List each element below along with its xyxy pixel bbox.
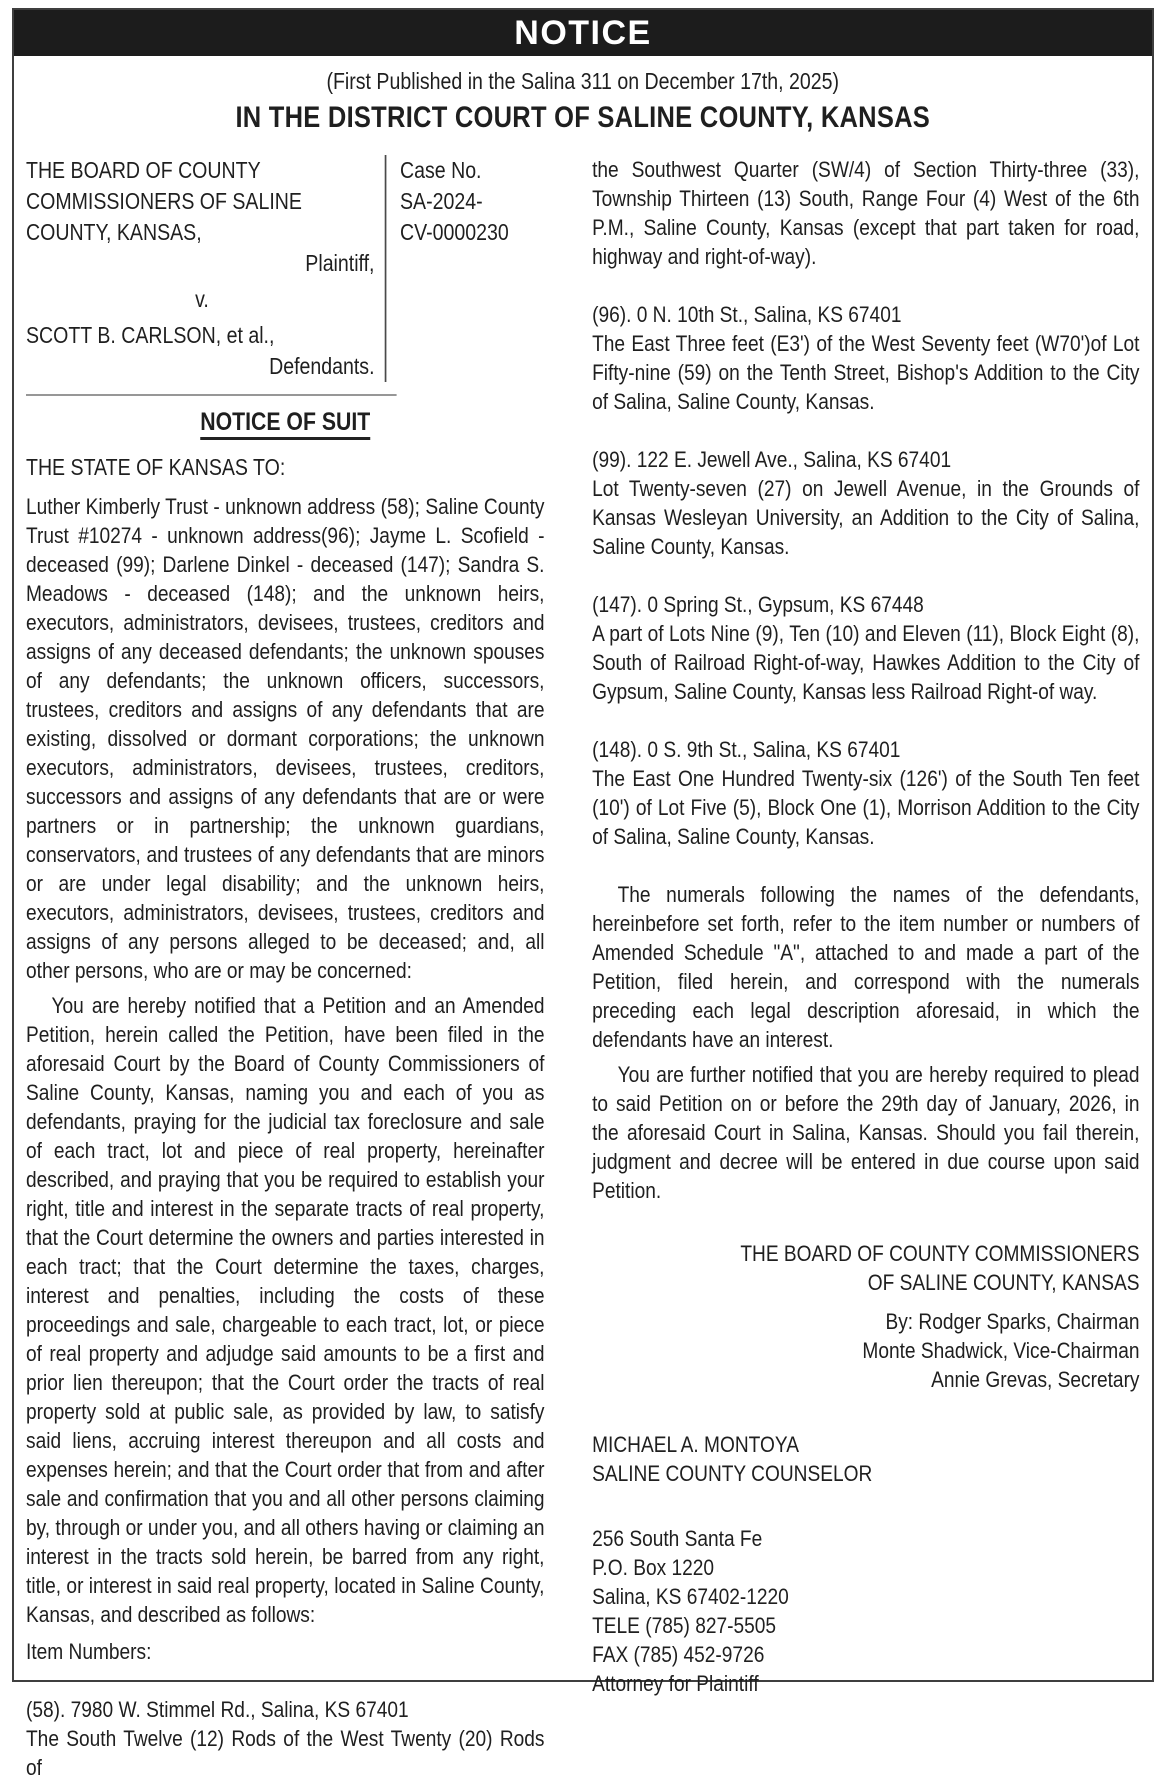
counsel-block <box>592 1430 1139 1488</box>
property-block-147 <box>592 590 1139 706</box>
case-number-line: Case No. <box>400 157 482 183</box>
item-numbers-label: Item Numbers: <box>26 1639 152 1664</box>
notice-document <box>12 8 1154 1780</box>
property-address: (148). 0 S. 9th St., Salina, KS 67401 <box>592 737 901 762</box>
by-line-secretary: Annie Grevas, Secretary <box>931 1367 1140 1392</box>
property-description: The East Three feet (E3') of the West Seventy feet (W70')of Lot Fifty-nine (59) on the Tenth Street, Bishop's Addition to the City of Salina, Saline County, Kansas. <box>592 331 1140 414</box>
property-block-99 <box>592 445 1139 561</box>
counsel-address-block <box>592 1524 1139 1698</box>
defendant-name: SCOTT B. CARLSON, et al., <box>26 322 275 348</box>
property-block-96 <box>592 300 1139 416</box>
court-title: IN THE DISTRICT COURT OF SALINE COUNTY, KANSAS <box>235 101 931 134</box>
item-58-continuation: the Southwest Quarter (SW/4) of Section Thirty-three (33), Township Thirteen (13) South, Range Four (4) West of the 6th P.M., Saline County, Kansas (except that part taken for road, highway and right-of-way). <box>592 157 1140 269</box>
published-line: (First Published in the Salina 311 on December 17th, 2025) <box>326 68 840 94</box>
property-address: (99). 122 E. Jewell Ave., Salina, KS 67401 <box>592 447 952 472</box>
property-description: The East One Hundred Twenty-six (126') of the South Ten feet (10') of Lot Five (5), Block One (1), Morrison Addition to the City of Salina, Saline County, Kansas. <box>592 766 1140 849</box>
recipients-paragraph: Luther Kimberly Trust - unknown address (58); Saline County Trust #10274 - unknown address(96); Jayme L. Scofield - deceased (99); Darlene Dinkel - deceased (147); Sandra S. Meadows - deceased (148); and the unknown heirs, executors, administrators, devisees, trustees, creditors and assigns of any deceased defendants; the unknown spouses of any defendants; the unknown officers, successors, trustees, creditors and assigns of any defendants that are existing, dissolved or dormant corporations; the unknown executors, administrators, devisees, trustees, creditors, successors and assigns of any defendants that are or were partners or in partnership; the unknown guardians, conservators, and trustees of any defendants that are minors or are under legal disability; and the unknown heirs, executors, administrators, devisees, trustees, creditors and assigns of any persons alleged to be deceased; and, all other persons, who are or may be concerned: <box>26 494 545 983</box>
versus: v. <box>195 286 209 312</box>
board-signature-line: THE BOARD OF COUNTY COMMISSIONERS <box>740 1241 1140 1266</box>
case-number <box>386 155 508 382</box>
case-caption <box>26 155 545 382</box>
two-column-layout <box>26 155 1140 1782</box>
numerals-paragraph: The numerals following the names of the defendants, hereinbefore set forth, refer to the item number or numbers of Amended Schedule "A", attached to and made a part of the Petition, filed herein, and correspond with the numerals preceding each legal description aforesaid, in which the defendants have an interest. <box>592 882 1140 1052</box>
board-signature-line: OF SALINE COUNTY, KANSAS <box>867 1270 1140 1295</box>
petition-paragraph: You are hereby notified that a Petition and an Amended Petition, herein called the Petition, have been filed in the aforesaid Court by the Board of County Commissioners of Saline County, Kansas, naming you and each of you as defendants, praying for the judicial tax foreclosure and sale of each tract, lot and piece of real property, hereinafter described, and praying that you be required to establish your right, title and interest in the separate tracts of real property, that the Court determine the owners and parties interested in each tract; that the Court determine the taxes, charges, interest and penalties, including the costs of these proceedings and sale, chargeable to each tract, lot, or piece of real property and adjudge said amounts to be a first and prior lien thereupon; that the Court order the tracts of real property sold at public sale, as provided by law, to satisfy said liens, accruing interest thereupon and all costs and expenses herein; and that the Court order that from and after sale and confirmation that you and all other persons claiming by, through or under you, and all others having or claiming an interest in the tracts sold herein, be barred from any right, title, or interest in said real property, located in Saline County, Kansas, and described as follows: <box>26 993 545 1627</box>
notice-banner-text: NOTICE <box>514 13 652 52</box>
plead-paragraph: You are further notified that you are hereby required to plead to said Petition on or before the 29th day of January, 2026, in the aforesaid Court in Salina, Kansas. Should you fail therein, judgment and decree will be entered in due course upon said Petition. <box>592 1062 1140 1203</box>
property-address: (96). 0 N. 10th St., Salina, KS 67401 <box>592 302 902 327</box>
notice-of-suit-heading: NOTICE OF SUIT <box>26 408 545 437</box>
counsel-title: SALINE COUNTY COUNSELOR <box>592 1461 873 1486</box>
caption-parties <box>26 155 386 382</box>
counsel-address-line: 256 South Santa Fe <box>592 1526 763 1551</box>
plaintiff-label: Plaintiff, <box>305 250 375 276</box>
counsel-fax: FAX (785) 452-9726 <box>592 1642 765 1667</box>
property-block-148 <box>592 735 1139 851</box>
item-58-block <box>26 1695 545 1782</box>
by-lines <box>592 1307 1139 1394</box>
case-number-line: CV-0000230 <box>400 219 509 245</box>
item-58-address: (58). 7980 W. Stimmel Rd., Salina, KS 67401 <box>26 1697 409 1722</box>
document-body <box>14 68 1152 1782</box>
by-line-chairman: By: Rodger Sparks, Chairman <box>885 1309 1140 1334</box>
caption-rule <box>26 394 397 396</box>
counsel-name: MICHAEL A. MONTOYA <box>592 1432 799 1457</box>
by-line-vice-chairman: Monte Shadwick, Vice-Chairman <box>862 1338 1140 1363</box>
counsel-role: Attorney for Plaintiff <box>592 1671 759 1696</box>
counsel-telephone: TELE (785) 827-5505 <box>592 1613 777 1638</box>
left-column <box>26 155 545 1782</box>
property-description: Lot Twenty-seven (27) on Jewell Avenue, in the Grounds of Kansas Wesleyan University, an Addition to the City of Salina, Saline County, Kansas. <box>592 476 1140 559</box>
counsel-address-line: Salina, KS 67402-1220 <box>592 1584 789 1609</box>
item-58-description: The South Twelve (12) Rods of the West Twenty (20) Rods of <box>26 1726 545 1780</box>
property-address: (147). 0 Spring St., Gypsum, KS 67448 <box>592 592 924 617</box>
counsel-address-line: P.O. Box 1220 <box>592 1555 715 1580</box>
property-description: A part of Lots Nine (9), Ten (10) and Eleven (11), Block Eight (8), South of Railroad Right-of-way, Hawkes Addition to the City of Gypsum, Saline County, Kansas less Railroad Right-of way. <box>592 621 1140 704</box>
defendants-label: Defendants. <box>269 353 375 379</box>
plaintiff-name: THE BOARD OF COUNTY COMMISSIONERS OF SALINE COUNTY, KANSAS, <box>26 157 302 245</box>
state-addressee: THE STATE OF KANSAS TO: <box>26 454 286 480</box>
board-signature <box>592 1239 1139 1297</box>
case-number-line: SA-2024- <box>400 188 483 214</box>
notice-banner <box>14 10 1152 56</box>
right-column <box>592 155 1139 1782</box>
